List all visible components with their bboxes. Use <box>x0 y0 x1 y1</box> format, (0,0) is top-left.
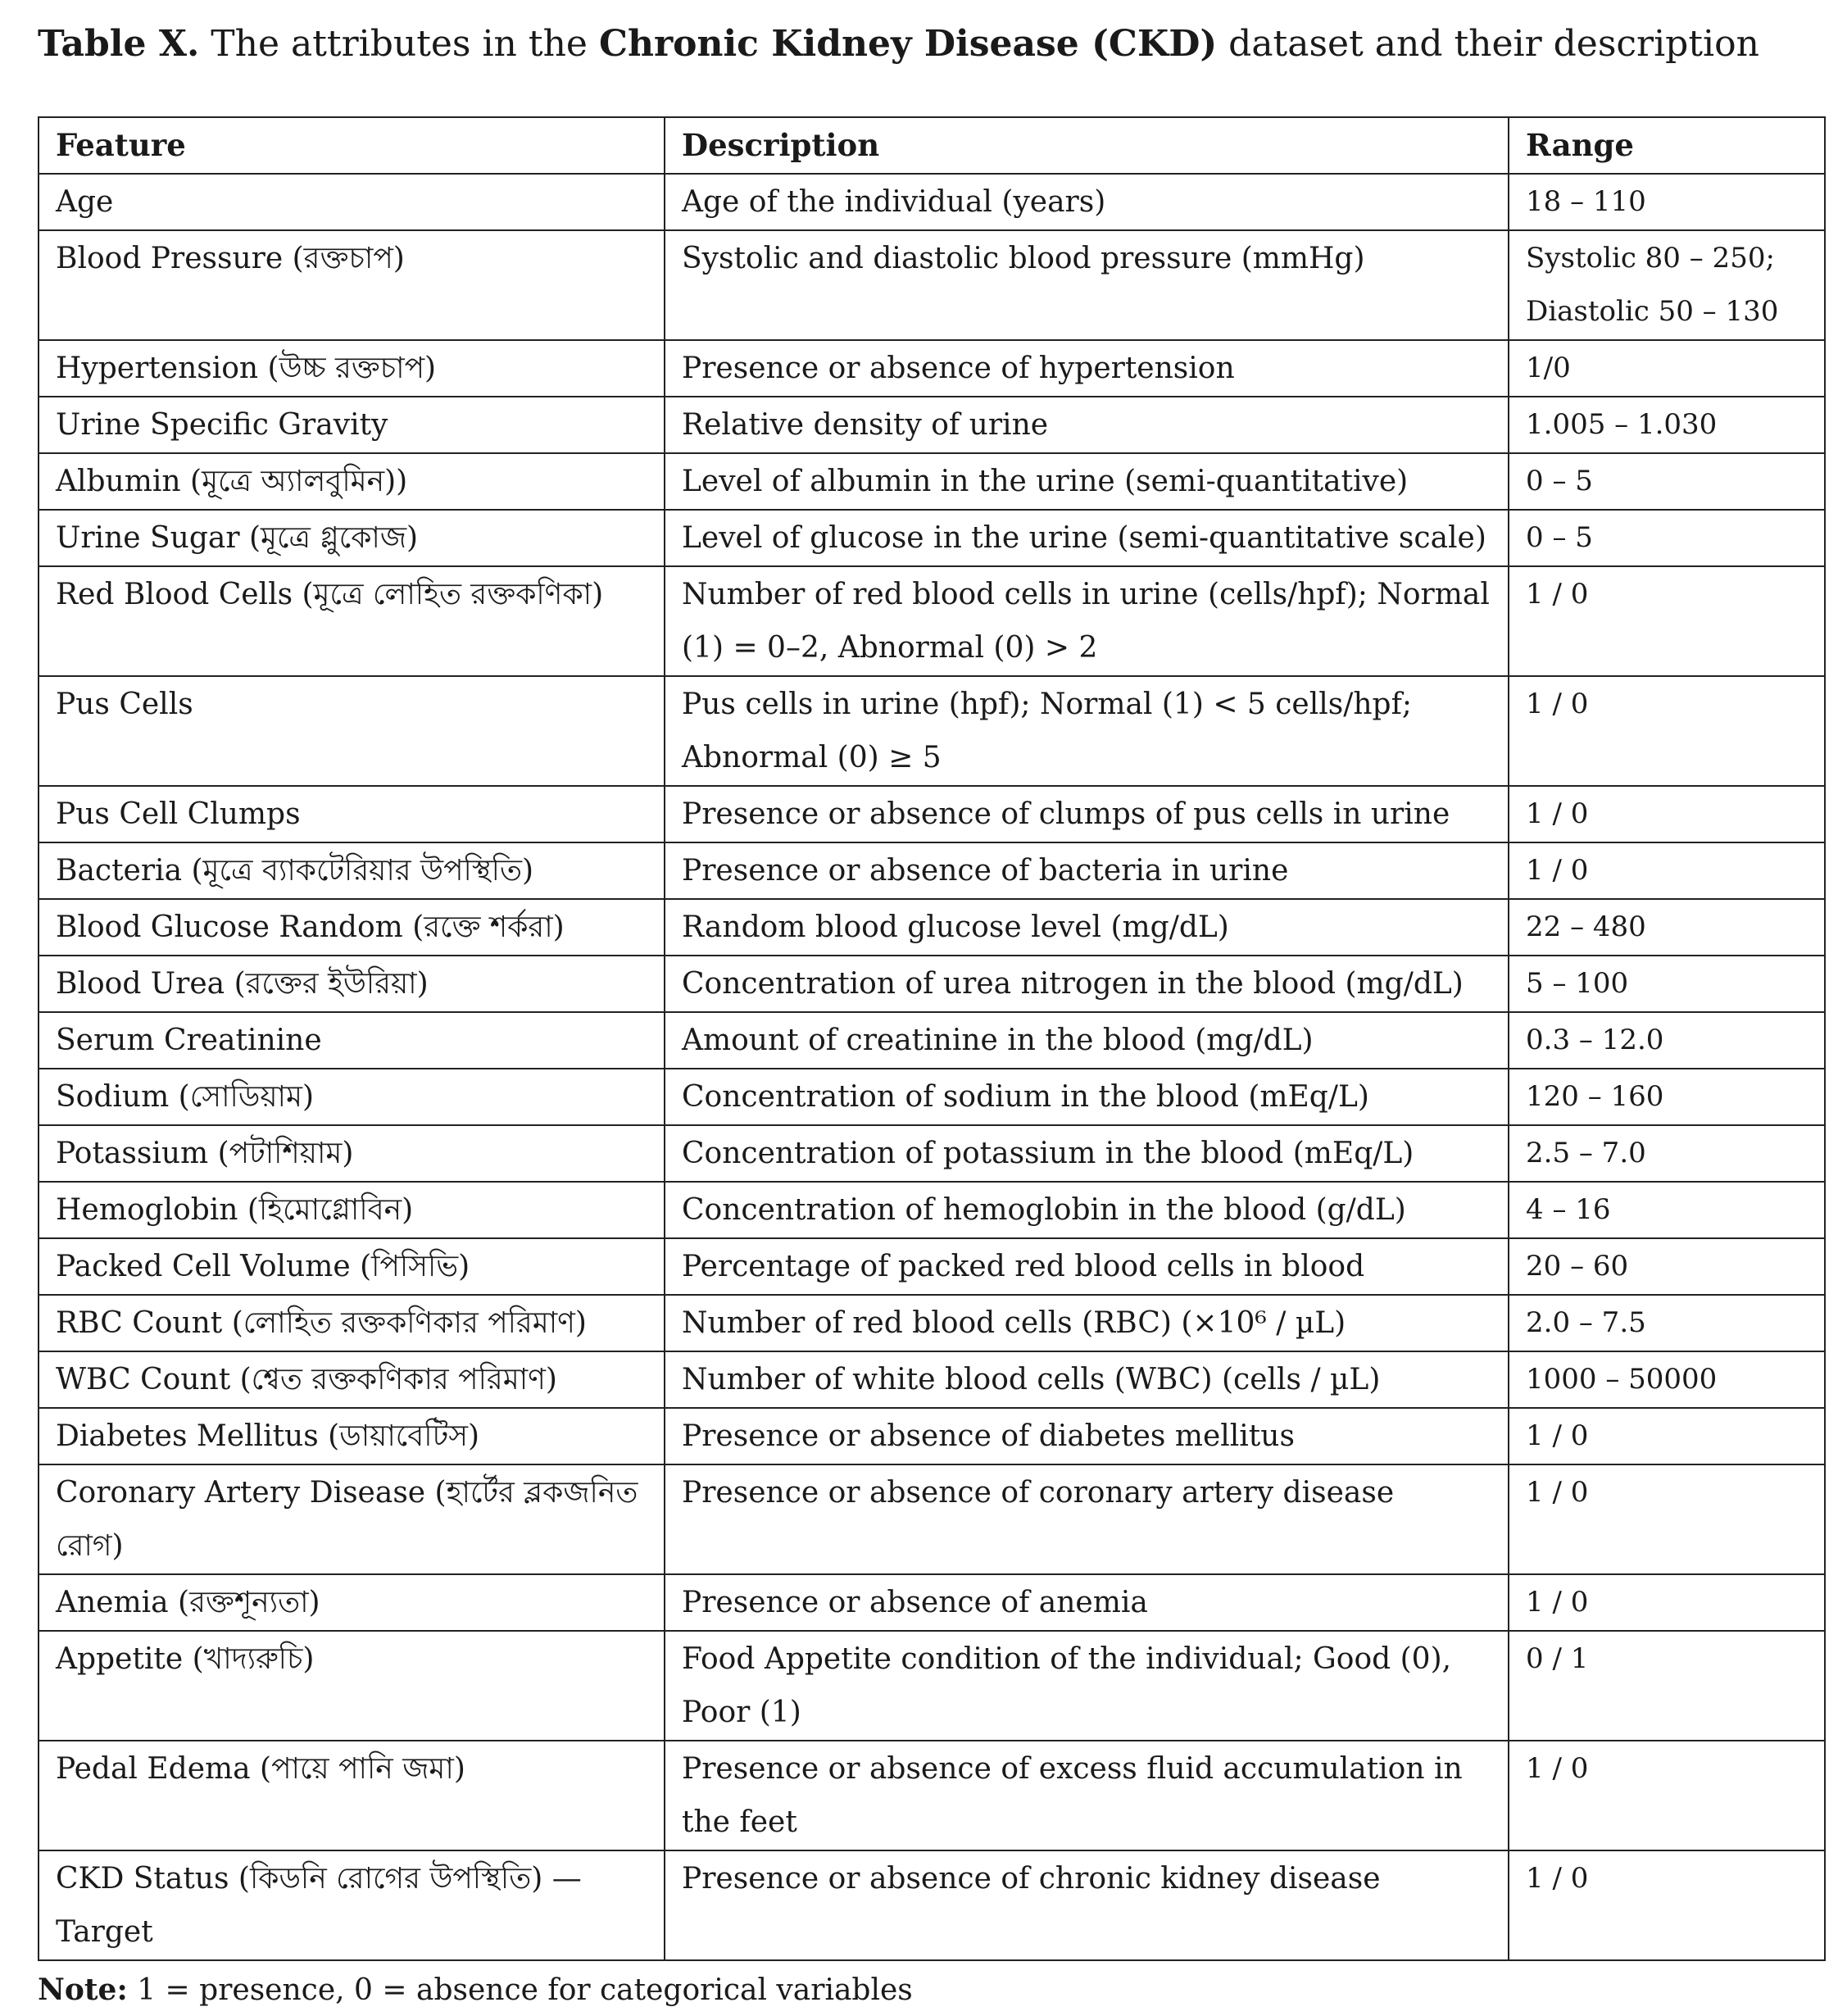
feature-cell: Blood Glucose Random (রক্তে শর্করা) <box>39 899 665 956</box>
feature-cell: Potassium (পটাশিয়াম) <box>39 1125 665 1182</box>
range-cell: 1 / 0 <box>1509 1464 1825 1574</box>
description-cell: Number of white blood cells (WBC) (cells / µL) <box>665 1351 1509 1408</box>
description-cell: Number of red blood cells in urine (cells/hpf); Normal (1) = 0–2, Abnormal (0) > 2 <box>665 566 1509 676</box>
description-cell: Presence or absence of bacteria in urine <box>665 842 1509 899</box>
feature-cell: Diabetes Mellitus (ডায়াবেটিস) <box>39 1408 665 1464</box>
table-row <box>39 1295 1825 1351</box>
table-row <box>39 510 1825 566</box>
note-label: Note: <box>38 1973 128 2007</box>
description-cell: Presence or absence of excess fluid accumulation in the feet <box>665 1741 1509 1850</box>
feature-cell: Age <box>39 174 665 230</box>
table-row <box>39 1125 1825 1182</box>
range-cell: 1 / 0 <box>1509 786 1825 842</box>
range-cell: 18 – 110 <box>1509 174 1825 230</box>
header-description: Description <box>665 117 1509 174</box>
feature-cell: Pus Cells <box>39 676 665 786</box>
range-cell: 0 / 1 <box>1509 1631 1825 1741</box>
feature-cell: Anemia (রক্তশূন্যতা) <box>39 1574 665 1631</box>
description-cell: Level of glucose in the urine (semi-quantitative scale) <box>665 510 1509 566</box>
table-row <box>39 1012 1825 1069</box>
description-cell: Level of albumin in the urine (semi-quantitative) <box>665 453 1509 510</box>
header-range: Range <box>1509 117 1825 174</box>
range-cell: 1 / 0 <box>1509 676 1825 786</box>
range-cell: 120 – 160 <box>1509 1069 1825 1125</box>
description-cell: Concentration of sodium in the blood (mEq/L) <box>665 1069 1509 1125</box>
description-cell: Presence or absence of diabetes mellitus <box>665 1408 1509 1464</box>
table-row <box>39 899 1825 956</box>
document-page <box>38 15 1824 2016</box>
range-cell: 1.005 – 1.030 <box>1509 397 1825 453</box>
description-cell: Presence or absence of anemia <box>665 1574 1509 1631</box>
caption-text-before: The attributes in the <box>199 23 599 65</box>
range-cell: 0 – 5 <box>1509 453 1825 510</box>
table-row <box>39 1850 1825 1960</box>
feature-cell: Red Blood Cells (মূত্রে লোহিত রক্তকণিকা) <box>39 566 665 676</box>
range-cell: 0 – 5 <box>1509 510 1825 566</box>
table-row <box>39 566 1825 676</box>
range-cell: 5 – 100 <box>1509 956 1825 1012</box>
range-cell: 4 – 16 <box>1509 1182 1825 1238</box>
caption-label: Table X. <box>38 23 200 65</box>
range-cell: 1 / 0 <box>1509 842 1825 899</box>
table-row <box>39 340 1825 397</box>
feature-cell: Appetite (খাদ্যরুচি) <box>39 1631 665 1741</box>
table-row <box>39 397 1825 453</box>
table-row <box>39 1408 1825 1464</box>
table-row <box>39 1574 1825 1631</box>
table-row <box>39 842 1825 899</box>
feature-cell: Packed Cell Volume (পিসিভি) <box>39 1238 665 1295</box>
range-cell: Systolic 80 – 250; Diastolic 50 – 130 <box>1509 230 1825 340</box>
range-cell: 1 / 0 <box>1509 1574 1825 1631</box>
range-cell: 22 – 480 <box>1509 899 1825 956</box>
header-feature: Feature <box>39 117 665 174</box>
table-row <box>39 786 1825 842</box>
table-row <box>39 1464 1825 1574</box>
feature-cell: Albumin (মূত্রে অ্যালবুমিন)) <box>39 453 665 510</box>
description-cell: Pus cells in urine (hpf); Normal (1) < 5 cells/hpf; Abnormal (0) ≥ 5 <box>665 676 1509 786</box>
table-row <box>39 1182 1825 1238</box>
table-row <box>39 1741 1825 1850</box>
table-row <box>39 230 1825 340</box>
range-cell: 1 / 0 <box>1509 1850 1825 1960</box>
table-row <box>39 1238 1825 1295</box>
range-cell: 1/0 <box>1509 340 1825 397</box>
range-cell: 1 / 0 <box>1509 1741 1825 1850</box>
table-note <box>38 1964 1824 2016</box>
range-cell: 2.0 – 7.5 <box>1509 1295 1825 1351</box>
description-cell: Systolic and diastolic blood pressure (mmHg) <box>665 230 1509 340</box>
table-row <box>39 956 1825 1012</box>
range-cell: 2.5 – 7.0 <box>1509 1125 1825 1182</box>
feature-cell: Coronary Artery Disease (হার্টের ব্লকজনিত রোগ) <box>39 1464 665 1574</box>
feature-cell: RBC Count (লোহিত রক্তকণিকার পরিমাণ) <box>39 1295 665 1351</box>
feature-cell: Blood Pressure (রক্তচাপ) <box>39 230 665 340</box>
feature-cell: CKD Status (কিডনি রোগের উপস্থিতি) — Target <box>39 1850 665 1960</box>
description-cell: Relative density of urine <box>665 397 1509 453</box>
feature-cell: Hemoglobin (হিমোগ্লোবিন) <box>39 1182 665 1238</box>
table-row <box>39 676 1825 786</box>
description-cell: Presence or absence of clumps of pus cells in urine <box>665 786 1509 842</box>
attributes-table <box>38 116 1826 1961</box>
description-cell: Presence or absence of hypertension <box>665 340 1509 397</box>
range-cell: 1 / 0 <box>1509 566 1825 676</box>
description-cell: Concentration of hemoglobin in the blood (g/dL) <box>665 1182 1509 1238</box>
description-cell: Concentration of urea nitrogen in the blood (mg/dL) <box>665 956 1509 1012</box>
table-caption <box>38 15 1824 74</box>
feature-cell: WBC Count (শ্বেত রক্তকণিকার পরিমাণ) <box>39 1351 665 1408</box>
description-cell: Presence or absence of coronary artery disease <box>665 1464 1509 1574</box>
description-cell: Amount of creatinine in the blood (mg/dL) <box>665 1012 1509 1069</box>
table-row <box>39 1631 1825 1741</box>
table-header-row <box>39 117 1825 174</box>
description-cell: Random blood glucose level (mg/dL) <box>665 899 1509 956</box>
feature-cell: Pedal Edema (পায়ে পানি জমা) <box>39 1741 665 1850</box>
description-cell: Age of the individual (years) <box>665 174 1509 230</box>
range-cell: 1000 – 50000 <box>1509 1351 1825 1408</box>
table-row <box>39 174 1825 230</box>
table-row <box>39 453 1825 510</box>
feature-cell: Pus Cell Clumps <box>39 786 665 842</box>
description-cell: Percentage of packed red blood cells in blood <box>665 1238 1509 1295</box>
feature-cell: Serum Creatinine <box>39 1012 665 1069</box>
table-row <box>39 1351 1825 1408</box>
range-cell: 1 / 0 <box>1509 1408 1825 1464</box>
caption-emphasis: Chronic Kidney Disease (CKD) <box>598 23 1218 65</box>
range-cell: 0.3 – 12.0 <box>1509 1012 1825 1069</box>
caption-text-after: dataset and their description <box>1217 23 1759 65</box>
feature-cell: Urine Sugar (মূত্রে গ্লুকোজ) <box>39 510 665 566</box>
description-cell: Number of red blood cells (RBC) (×10⁶ / µL) <box>665 1295 1509 1351</box>
feature-cell: Blood Urea (রক্তের ইউরিয়া) <box>39 956 665 1012</box>
note-text: 1 = presence, 0 = absence for categorical variables <box>127 1973 913 2007</box>
description-cell: Presence or absence of chronic kidney disease <box>665 1850 1509 1960</box>
description-cell: Concentration of potassium in the blood (mEq/L) <box>665 1125 1509 1182</box>
table-body <box>39 174 1825 1960</box>
range-cell: 20 – 60 <box>1509 1238 1825 1295</box>
feature-cell: Urine Specific Gravity <box>39 397 665 453</box>
feature-cell: Hypertension (উচ্চ রক্তচাপ) <box>39 340 665 397</box>
description-cell: Food Appetite condition of the individual; Good (0), Poor (1) <box>665 1631 1509 1741</box>
feature-cell: Sodium (সোডিয়াম) <box>39 1069 665 1125</box>
feature-cell: Bacteria (মূত্রে ব্যাকটেরিয়ার উপস্থিতি) <box>39 842 665 899</box>
table-row <box>39 1069 1825 1125</box>
